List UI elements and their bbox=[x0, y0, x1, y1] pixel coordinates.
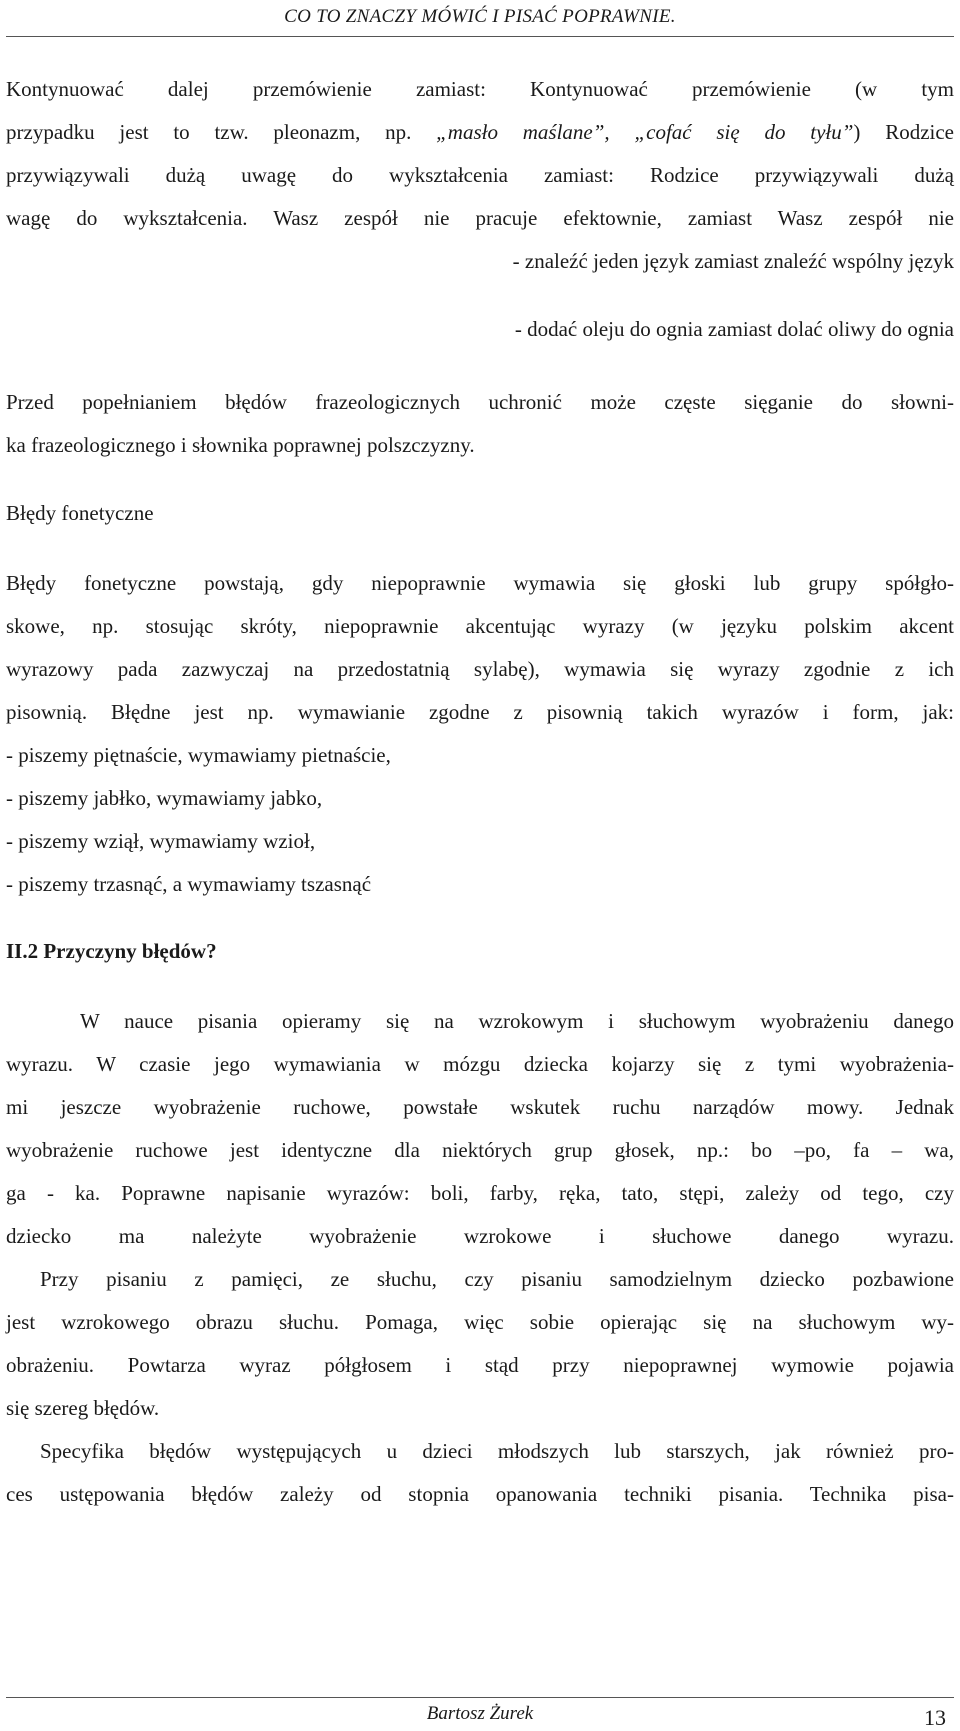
text-line: pisownią. Błędne jest np. wymawianie zgodne z pisownią takich wyrazów i form, jak: bbox=[6, 700, 954, 724]
text-line: Błędy fonetyczne powstają, gdy niepoprawnie wymawia się głoski lub grupy spółgło- bbox=[6, 571, 954, 595]
text-line: Przy pisaniu z pamięci, ze słuchu, czy pisaniu samodzielnym dziecko pozbawione bbox=[40, 1267, 954, 1291]
section-heading: II.2 Przyczyny błędów? bbox=[6, 939, 217, 963]
list-item: - piszemy piętnaście, wymawiamy pietnaście, bbox=[6, 743, 391, 767]
header-rule bbox=[6, 36, 954, 37]
footer-rule bbox=[6, 1697, 954, 1698]
example-line: - znaleźć jeden język zamiast znaleźć wspólny język bbox=[512, 249, 954, 273]
list-item: - piszemy wziął, wymawiamy wzioł, bbox=[6, 829, 316, 853]
text-line: się szereg błędów. bbox=[6, 1396, 160, 1420]
footer-author: Bartosz Żurek bbox=[426, 1703, 534, 1724]
text-line: wyrazu. W czasie jego wymawiania w mózgu dziecka kojarzy się z tymi wyobrażenia- bbox=[6, 1052, 954, 1076]
text-line: Kontynuować dalej przemówienie zamiast: Kontynuować przemówienie (w tym bbox=[6, 77, 954, 101]
text-line: Specyfika błędów występujących u dzieci młodszych lub starszych, jak również pro- bbox=[40, 1439, 954, 1463]
text-run: przypadku jest to tzw. pleonazm, np. bbox=[6, 120, 437, 144]
text-line: Przed popełnianiem błędów frazeologicznych uchronić może częste sięganie do słowni- bbox=[6, 390, 954, 414]
text-line: jest wzrokowego obrazu słuchu. Pomaga, więc sobie opierając się na słuchowym wy- bbox=[6, 1310, 954, 1334]
text-line: wyobrażenie ruchowe jest identyczne dla niektórych grup głosek, np.: bo –po, fa – wa, bbox=[6, 1138, 954, 1162]
running-header: CO TO ZNACZY MÓWIĆ I PISAĆ POPRAWNIE. bbox=[284, 6, 676, 27]
example-line: - dodać oleju do ognia zamiast dolać oliwy do ognia bbox=[514, 317, 954, 341]
text-line: ces ustępowania błędów zależy od stopnia opanowania techniki pisania. Technika pisa- bbox=[6, 1482, 954, 1506]
text-line: ga - ka. Poprawne napisanie wyrazów: boli, farby, ręka, tato, stępi, zależy od tego, czy bbox=[6, 1181, 954, 1205]
text-line: obrażeniu. Powtarza wyraz półgłosem i stąd przy niepoprawnej wymowie pojawia bbox=[6, 1353, 954, 1377]
text-line: skowe, np. stosując skróty, niepoprawnie akcentując wyrazy (w języku polskim akcent bbox=[6, 614, 954, 638]
text-line: dziecko ma należyte wyobrażenie wzrokowe i słuchowe danego wyrazu. bbox=[6, 1224, 954, 1248]
section-title: Błędy fonetyczne bbox=[6, 501, 154, 525]
text-run: ) Rodzice bbox=[853, 120, 954, 144]
list-item: - piszemy trzasnąć, a wymawiamy tszasnąć bbox=[6, 872, 372, 896]
text-line bbox=[6, 119, 954, 145]
text-line: mi jeszcze wyobrażenie ruchowe, powstałe wskutek ruchu narządów mowy. Jednak bbox=[6, 1095, 954, 1119]
page-number: 13 bbox=[924, 1705, 946, 1730]
text-line: wagę do wykształcenia. Wasz zespół nie pracuje efektownie, zamiast Wasz zespół nie bbox=[6, 206, 954, 230]
text-line: przywiązywali dużą uwagę do wykształcenia zamiast: Rodzice przywiązywali dużą bbox=[6, 163, 954, 187]
list-item: - piszemy jabłko, wymawiamy jabko, bbox=[6, 786, 323, 810]
text-line: ka frazeologicznego i słownika poprawnej polszczyzny. bbox=[6, 433, 475, 457]
text-line: wyrazowy pada zazwyczaj na przedostatnią sylabę), wymawia się wyrazy zgodnie z ich bbox=[6, 657, 954, 681]
italic-example: „masło maślane”, „cofać się do tyłu” bbox=[436, 120, 854, 144]
text-line: W nauce pisania opieramy się na wzrokowym i słuchowym wyobrażeniu danego bbox=[80, 1009, 954, 1033]
